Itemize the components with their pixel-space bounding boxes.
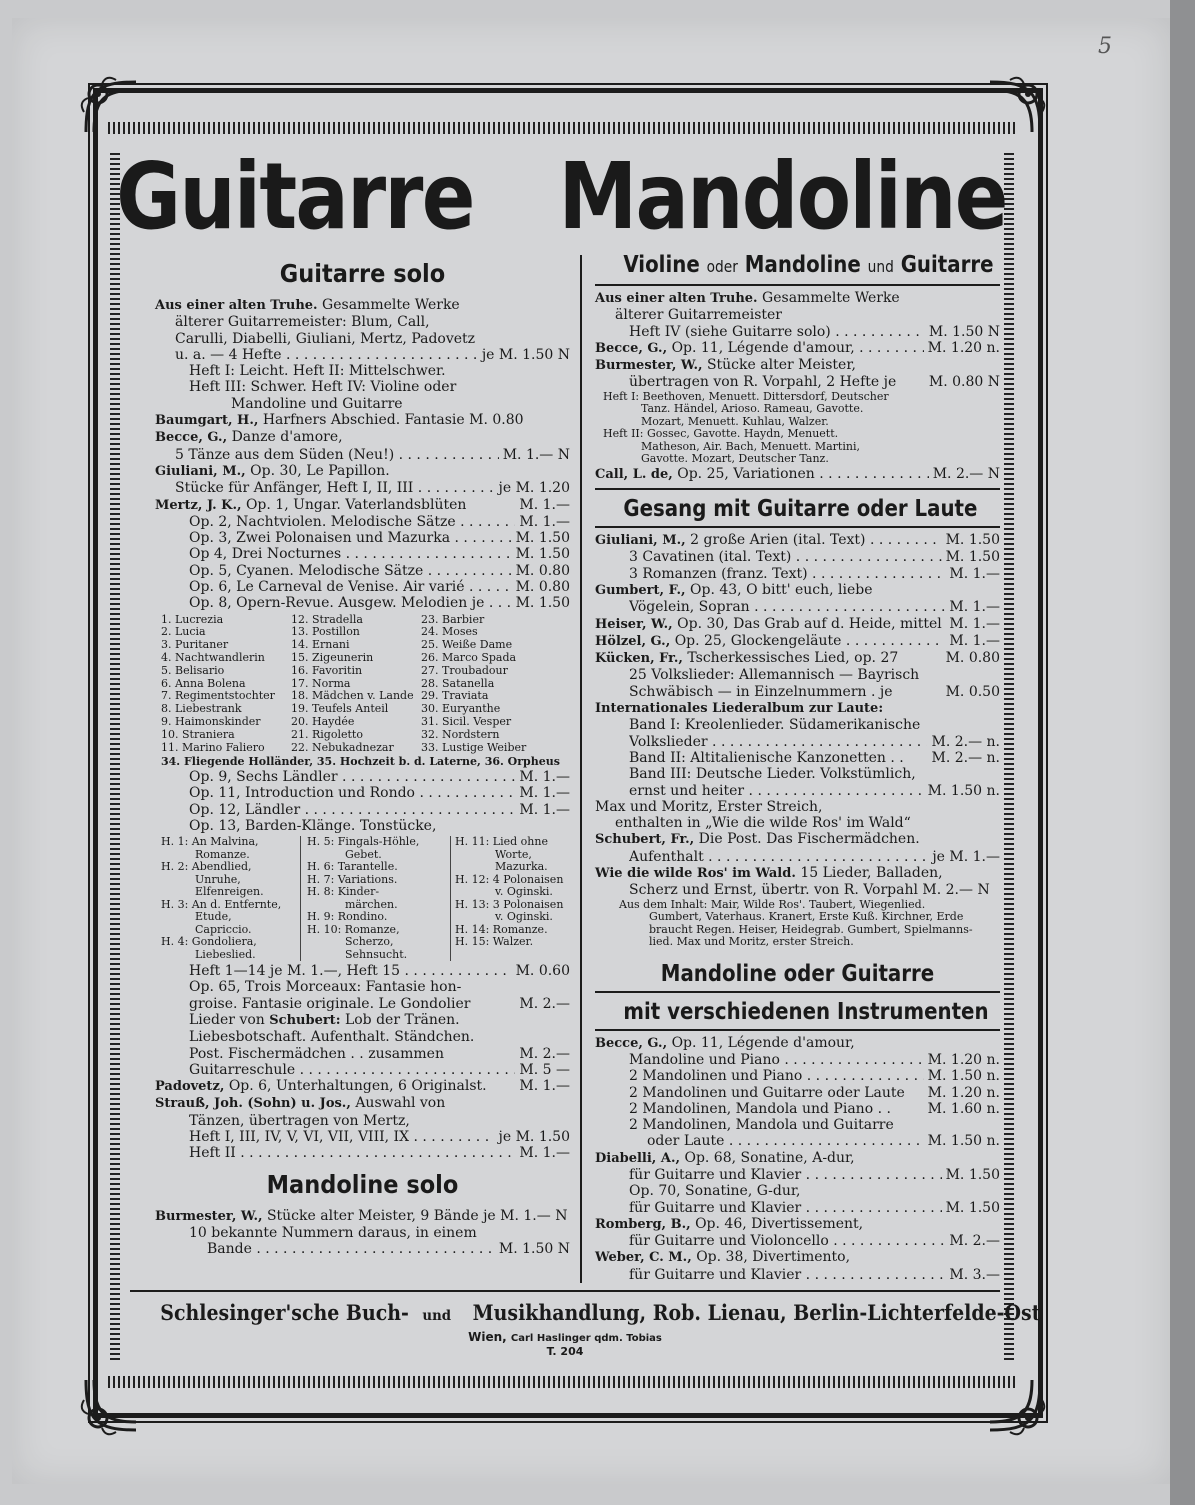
price-line: Heft II . . . M. 1.— [155, 1145, 570, 1161]
price-line: groise. Fantasie originale. Le Gondolier M. 2.— [189, 995, 570, 1012]
title-guitarre: Guitarre [115, 143, 474, 250]
publisher-city: Wien, Carl Haslinger qdm. Tobias [468, 1330, 662, 1344]
section-heading-guitarre-solo: Guitarre solo [279, 259, 446, 288]
section-heading-gesang: Gesang mit Guitarre oder Laute [623, 496, 978, 523]
price-line: Op. 2, Nachtviolen. Melodische Sätze . . . M. 1.— [155, 514, 570, 530]
price-line: Op 4, Drei Nocturnes . . . M. 1.50 [155, 546, 570, 562]
frame-border-right [1004, 150, 1014, 1360]
heading-rule [595, 526, 1000, 528]
frame-border-left [110, 150, 120, 1360]
diamond-icon [507, 192, 517, 202]
heft-col-2: H. 5: Fingals-Höhle, Gebet. H. 6: Tarantelle. H. 7: Variations. H. 8: Kinder- märchen. H. 9: Rondino. H. 10: Romanze, Scherzo, Sehnsucht. [301, 836, 451, 961]
column-divider [580, 255, 582, 1283]
price-line: Vögelein, Sopran . . . M. 1.— [595, 599, 1000, 615]
right-column [595, 250, 1000, 1283]
corner-ornament-icon [76, 1370, 146, 1440]
list-item: Padovetz, Op. 6, Unterhaltungen, 6 Originalst. M. 1.— [155, 1078, 570, 1095]
binding-edge [1170, 0, 1195, 1505]
price-line: Op. 12, Ländler . . . M. 1.— [155, 802, 570, 818]
opera-col-1: 1. Lucrezia 2. Lucia 3. Puritaner 4. Nachtwandlerin 5. Belisario 6. Anna Bolena 7. Regimentstochter 8. Liebestrank 9. Haimonskinder 10. Straniera 11. Marino Faliero [161, 613, 275, 754]
list-item: Weber, C. M., Op. 38, Divertimento, [595, 1249, 851, 1266]
list-item: Call, L. de, Op. 25, Variationen . . . M. 2.— N [595, 466, 1000, 483]
price-line: oder Laute . . . M. 1.50 n. [595, 1133, 1000, 1149]
opera-col-2: 12. Stradella 13. Postillon 14. Ernani 15. Zigeunerin 16. Favoritin 17. Norma 18. Mädchen v. Lande 19. Teufels Anteil 20. Haydée 21. Rigoletto 22. Nebukadnezar [291, 613, 414, 754]
section-heading-mandoline-solo: Mandoline solo [266, 1169, 459, 1199]
list-item-line: Heft III: Schwer. Heft IV: Violine oder [189, 379, 457, 396]
price-line: Guitarreschule . . . M. 5 — [155, 1062, 570, 1078]
price-line: u. a. — 4 Hefte . . . je M. 1.50 N [155, 347, 570, 363]
price-line: für Guitarre und Violoncello . . . M. 2.— [595, 1233, 1000, 1249]
list-item-line: Op. 13, Barden-Klänge. Tonstücke, [189, 817, 437, 834]
price-line: für Guitarre und Klavier . . . M. 1.50 [595, 1200, 1000, 1216]
list-item-line: Mandoline und Guitarre [231, 395, 403, 412]
price-line: ernst und heiter . . . M. 1.50 n. [595, 783, 1000, 799]
frame-border-bottom [108, 1376, 1018, 1388]
list-item: Diabelli, A., Op. 68, Sonatine, A-dur, [595, 1149, 855, 1166]
price-line: Op. 9, Sechs Ländler . . . M. 1.— [155, 769, 570, 785]
heft-col-3: H. 11: Lied ohne Worte, Mazurka. H. 12: 4 Polonaisen v. Oginski. H. 13: 3 Polonaisen v. Oginski. H. 14: Romanze. H. 15: Walzer. [455, 835, 564, 949]
list-item: Burmester, W., Stücke alter Meister, 9 Bände je M. 1.— N [155, 1207, 568, 1224]
list-item: Becce, G., Op. 11, Légende d'amour, . . . M. 1.20 n. [595, 340, 1000, 357]
opera-col-3: 23. Barbier 24. Moses 25. Weiße Dame 26. Marco Spada 27. Troubadour 28. Satanella 29. Traviata 30. Euryanthe 31. Sicil. Vesper 32. Nordstern 33. Lustige Weiber [421, 613, 527, 754]
price-line: Schwäbisch — in Einzelnummern . je M. 0.50 [629, 683, 1000, 700]
list-item-line: Band I: Kreolenlieder. Südamerikanische [629, 717, 921, 734]
section-heading-mandoline-oder-guitarre: Mandoline oder Guitarre [660, 960, 935, 987]
price-line: Heft 1—14 je M. 1.—, Heft 15 . . . M. 0.60 [155, 963, 570, 979]
list-item: Max und Moritz, Erster Streich, [595, 798, 823, 815]
list-item: Giuliani, M., Op. 30, Le Papillon. [155, 462, 390, 479]
heft-col-1: H. 1: An Malvina, Romanze. H. 2: Abendlied, Unruhe, Elfenreigen. H. 3: An d. Entfernte, Etude, Capriccio. H. 4: Gondoliera, Liebeslied. [161, 836, 301, 961]
price-line: Bande . . . M. 1.50 N [155, 1241, 570, 1257]
list-item: Mertz, J. K., Op. 1, Ungar. Vaterlandsblüten M. 1.— [155, 496, 570, 513]
list-item-line: 2 Mandolinen, Mandola und Guitarre [629, 1117, 894, 1134]
heft-contents-1: Heft I: Beethoven, Menuett. Dittersdorf, Deutscher Tanz. Händel, Arioso. Rameau, Gavotte. Mozart, Menuett. Kuhlau, Walzer. [603, 389, 889, 428]
page-title [115, 142, 1007, 252]
price-line: Op. 11, Introduction und Rondo . . . M. 1.— [155, 785, 570, 801]
list-item-line: älterer Guitarremeister: Blum, Call, [175, 314, 430, 331]
list-item-line: Op. 65, Trois Morceaux: Fantasie hon- [189, 979, 462, 996]
list-item: Hölzel, G., Op. 25, Glockengeläute . . . M. 1.— [595, 633, 1000, 650]
section-heading-violine: Violine oder Mandoline und Guitarre [623, 252, 994, 278]
price-line: Op. 3, Zwei Polonaisen und Mazurka . . . M. 1.50 [155, 530, 570, 546]
section-heading-mit-instrumenten: mit verschiedenen Instrumenten [623, 998, 989, 1025]
heading-rule [595, 488, 1000, 490]
heft-table [161, 836, 570, 961]
list-item: Becce, G., Danze d'amore, [155, 429, 343, 446]
list-item: Aus einer alten Truhe. Gesammelte Werke [595, 290, 900, 306]
price-line: Band II: Altitalienische Kanzonetten . . M. 2.— n. [629, 749, 1000, 766]
list-item: Burmester, W., Stücke alter Meister, [595, 357, 856, 374]
mertz-opus-list [155, 514, 570, 612]
list-item: Gumbert, F., Op. 43, O bitt' euch, liebe [595, 581, 873, 598]
price-line: 3 Cavatinen (ital. Text) . . . M. 1.50 [595, 549, 1000, 565]
price-line: 3 Romanzen (franz. Text) . . . M. 1.— [595, 566, 1000, 582]
list-item-line: 25 Volkslieder: Allemannisch — Bayrisch [629, 667, 920, 684]
inhalt-list: Aus dem Inhalt: Mair, Wilde Ros'. Taubert, Wiegenlied. Gumbert, Vaterhaus. Kranert, Erste Kuß. Kirchner, Erde braucht Regen. Heiser, Heidegrab. Gumbert, Spielmanns- lied. Max und Moritz, erster Streich. [619, 897, 973, 949]
price-line: übertragen von R. Vorpahl, 2 Hefte je M. 0.80 N [629, 374, 1000, 391]
list-item: Giuliani, M., 2 große Arien (ital. Text) . . . M. 1.50 [595, 532, 1000, 549]
list-item: Heiser, W., Op. 30, Das Grab auf d. Heide, mittel M. 1.— [595, 615, 1000, 632]
price-line: 2 Mandolinen und Guitarre oder Laute M. 1.20 n. [629, 1084, 1000, 1101]
corner-ornament-icon [980, 1370, 1050, 1440]
heading-rule [595, 284, 1000, 286]
price-line: Mandoline und Piano . . . M. 1.20 n. [595, 1052, 1000, 1068]
opera-list [161, 614, 570, 755]
publisher-line: Schlesinger'sche Buch- und Musikhandlung, Rob. Lienau, Berlin-Lichterfelde-Ost [160, 1300, 1041, 1325]
list-item-line: Carulli, Diabelli, Giuliani, Mertz, Padovetz [175, 330, 476, 347]
price-line: für Guitarre und Klavier . . . M. 3.— [595, 1267, 1000, 1283]
price-line: Heft IV (siehe Guitarre solo) . . . M. 1.50 N [595, 324, 1000, 340]
footer-rule [130, 1290, 1000, 1292]
price-line: 2 Mandolinen und Piano . . . M. 1.50 n. [595, 1068, 1000, 1084]
list-item-line: Liebesbotschaft. Aufenthalt. Ständchen. [189, 1029, 475, 1046]
price-line: Post. Fischermädchen . . zusammen M. 2.— [189, 1045, 570, 1062]
list-item-line: enthalten in „Wie die wilde Ros' im Wald“ [615, 815, 911, 832]
price-line: Aufenthalt . . . je M. 1.— [595, 849, 1000, 865]
list-item-line: Lieder von Schubert: Lob der Tränen. [189, 1011, 460, 1028]
list-item-line: 10 bekannte Nummern daraus, in einem [189, 1224, 477, 1241]
list-item: Romberg, B., Op. 46, Divertissement, [595, 1215, 864, 1232]
price-line: Heft I, III, IV, V, VI, VII, VIII, IX . . . . . . je M. 1.50 [155, 1129, 570, 1145]
plate-number: T. 204 [546, 1345, 584, 1358]
list-item: Wie die wilde Ros' im Wald. 15 Lieder, Balladen, [595, 865, 943, 882]
list-item-line: Band III: Deutsche Lieder. Volkstümlich, [629, 766, 916, 783]
left-column [155, 255, 570, 1258]
list-item: Internationales Liederalbum zur Laute: [595, 701, 884, 717]
list-item-line: Heft I: Leicht. Heft II: Mittelschwer. [189, 363, 446, 380]
corner-ornament-icon [980, 72, 1050, 142]
price-line: Stücke für Anfänger, Heft I, II, III . . . . . je M. 1.20 [155, 480, 570, 496]
price-line: für Guitarre und Klavier . . . M. 1.50 [595, 1167, 1000, 1183]
title-mandoline: Mandoline [558, 143, 1007, 250]
list-item: Strauß, Joh. (Sohn) u. Jos., Auswahl von [155, 1095, 446, 1112]
opera-list-last: 34. Fliegende Holländer, 35. Hochzeit b. d. Laterne, 36. Orpheus [161, 755, 560, 769]
price-line: Volkslieder . . . M. 2.— n. [595, 734, 1000, 750]
page-number: 5 [1098, 34, 1112, 59]
frame-border-top [108, 122, 1018, 134]
price-line: Op. 5, Cyanen. Melodische Sätze . . . M. 0.80 [155, 563, 570, 579]
heading-rule [595, 991, 1000, 993]
price-line: 5 Tänze aus dem Süden (Neu!) . . . M. 1.— N [155, 447, 570, 463]
price-line: Op. 8, Opern-Revue. Ausgew. Melodien je . . . M. 1.50 [155, 595, 570, 611]
price-line: 2 Mandolinen, Mandola und Piano . . M. 1.60 n. [629, 1100, 1000, 1117]
list-item-line: älterer Guitarremeister [615, 307, 783, 324]
list-item-line: Scherz und Ernst, übertr. von R. Vorpahl M. 2.— N [629, 882, 990, 899]
corner-ornament-icon [76, 72, 146, 142]
list-item-line: Op. 70, Sonatine, G-dur, [629, 1183, 801, 1200]
list-item: Baumgart, H., Harfners Abschied. Fantasie M. 0.80 [155, 412, 524, 429]
list-item: Kücken, Fr., Tscherkessisches Lied, op. 27 M. 0.80 [595, 650, 1000, 667]
list-item: Becce, G., Op. 11, Légende d'amour, [595, 1034, 855, 1051]
price-line: Op. 6, Le Carneval de Venise. Air varié . . . M. 0.80 [155, 579, 570, 595]
list-item: Schubert, Fr., Die Post. Das Fischermädchen. [595, 831, 920, 848]
heading-rule [595, 1029, 1000, 1031]
heft-contents-2: Heft II: Gossec, Gavotte. Haydn, Menuett. Matheson, Air. Bach, Menuett. Martini, Gavotte. Mozart, Deutscher Tanz. [603, 427, 860, 466]
list-item: Aus einer alten Truhe. Gesammelte Werke [155, 297, 460, 313]
list-item-line: Tänzen, übertragen von Mertz, [189, 1112, 410, 1129]
